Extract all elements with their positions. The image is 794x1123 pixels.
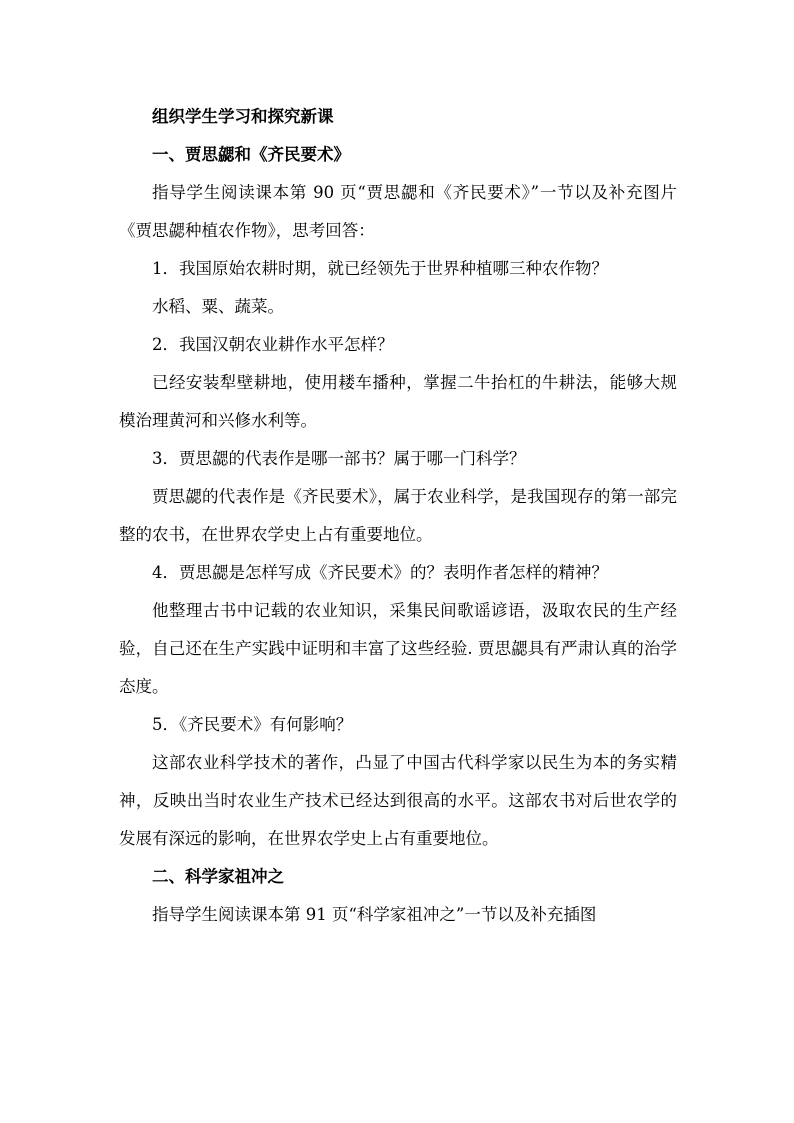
answer-4: 他整理古书中记载的农业知识，采集民间歌谣谚语，汲取农民的生产经验，自己还在生产实践中证明和丰富了这些经验. 贾思勰具有严肃认真的治学态度。 xyxy=(119,601,677,696)
question-3: 3．贾思勰的代表作是哪一部书？属于哪一门科学？ xyxy=(152,449,526,468)
section-2-intro: 指导学生阅读课本第 91 页“科学家祖冲之”一节以及补充插图 xyxy=(152,905,597,924)
question-5: 5．《齐民要术》有何影响？ xyxy=(152,715,353,734)
answer-5: 这部农业科学技术的著作，凸显了中国古代科学家以民生为本的务实精神，反映出当时农业生产技术已经达到很高的水平。这部农书对后世农学的发展有深远的影响，在世界农学史上占有重要地位。 xyxy=(119,753,677,848)
question-4: 4．贾思勰是怎样写成《齐民要术》的？表明作者怎样的精神？ xyxy=(152,563,608,582)
page-title: 组织学生学习和探究新课 xyxy=(152,107,334,126)
question-2: 2．我国汉朝农业耕作水平怎样？ xyxy=(152,335,394,354)
answer-3: 贾思勰的代表作是《齐民要术》，属于农业科学，是我国现存的第一部完整的农书，在世界农学史上占有重要地位。 xyxy=(119,487,677,544)
section-2-heading: 二、科学家祖冲之 xyxy=(152,867,284,886)
section-1-heading: 一、贾思勰和《齐民要术》 xyxy=(152,145,350,164)
section-1-intro: 指导学生阅读课本第 90 页“贾思勰和《齐民要术》”一节以及补充图片《贾思勰种植农作物》，思考回答： xyxy=(119,183,677,240)
question-1: 1．我国原始农耕时期，就已经领先于世界种植哪三种农作物？ xyxy=(152,259,608,278)
document-page xyxy=(119,98,677,934)
answer-2: 已经安装犁壁耕地，使用耧车播种，掌握二牛抬杠的牛耕法，能够大规模治理黄河和兴修水利等。 xyxy=(119,373,677,430)
answer-1: 水稻、粟、蔬菜。 xyxy=(152,297,284,316)
